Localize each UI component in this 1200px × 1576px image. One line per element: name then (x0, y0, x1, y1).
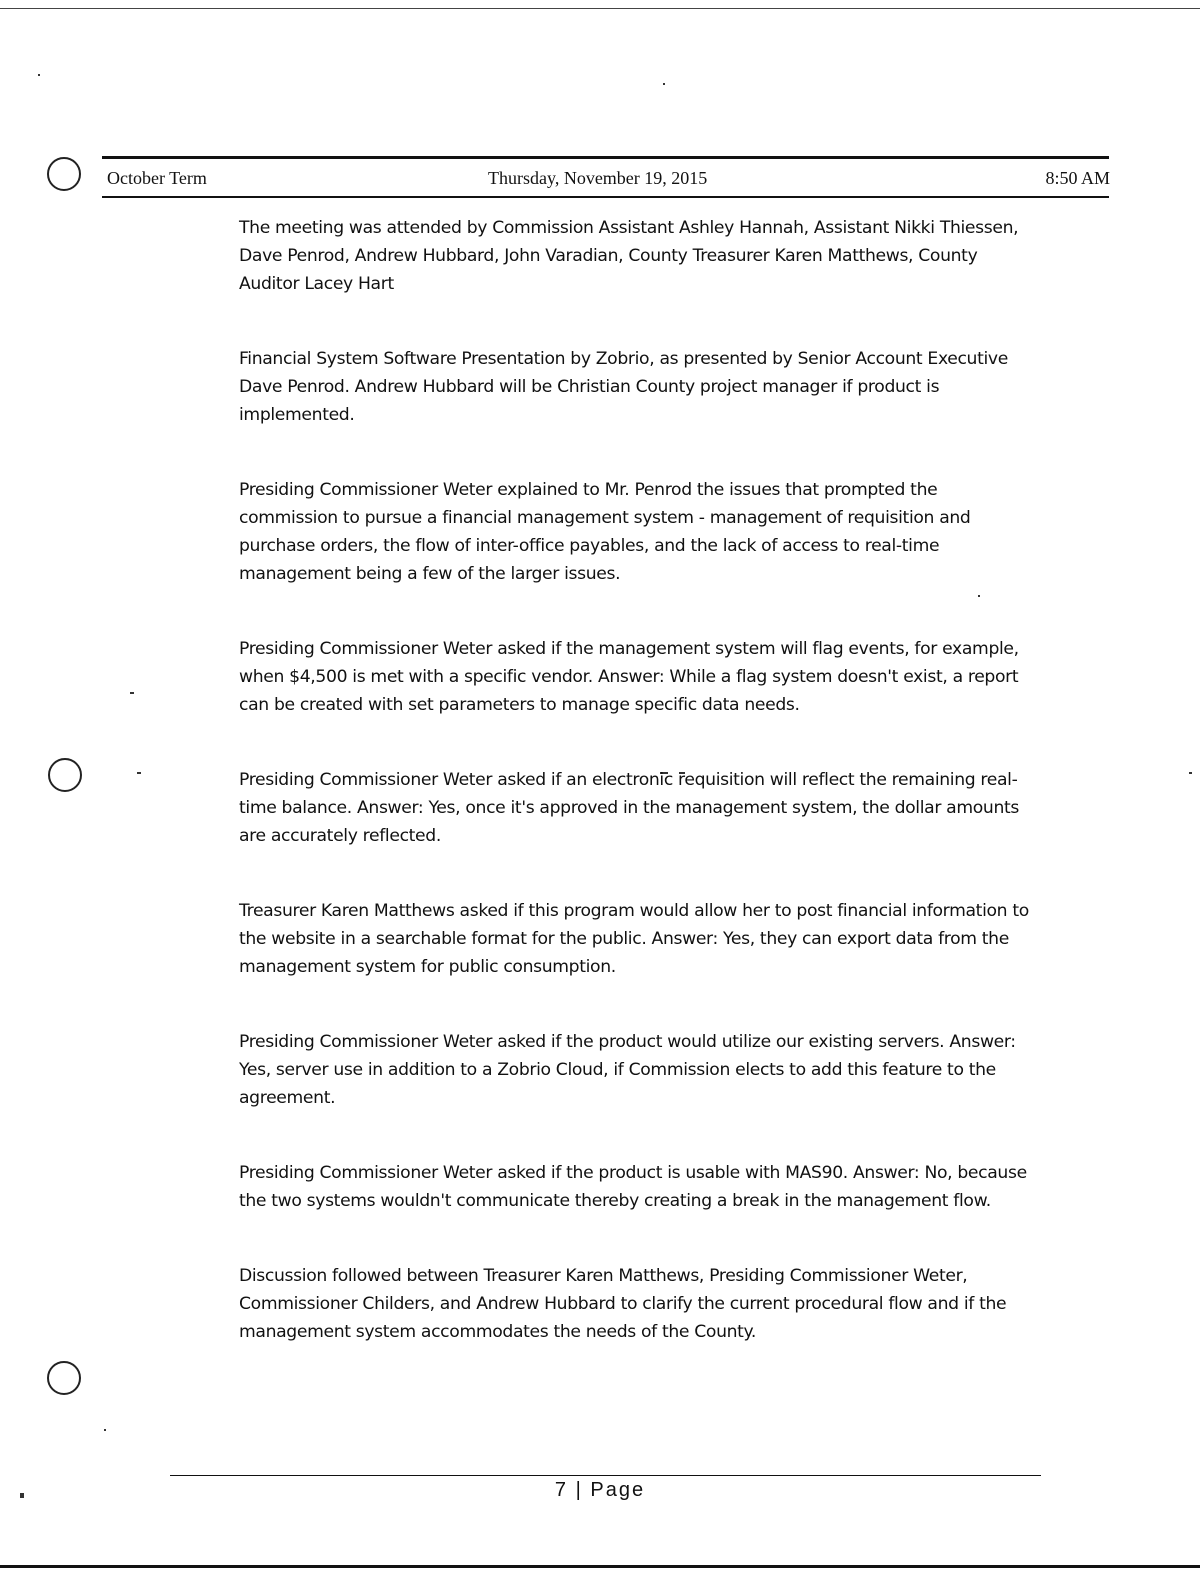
scan-top-edge (0, 8, 1200, 9)
punch-hole-top (47, 157, 81, 191)
paragraph-discussion: Discussion followed between Treasurer Karen Matthews, Presiding Commissioner Weter, Commissioner Childers, and Andrew Hubbard to clarify the current procedural flow and if the management system accommodates the needs of the County. (239, 1266, 1007, 1342)
header-time: 8:50 AM (1045, 168, 1110, 188)
scan-speck (38, 74, 40, 76)
paragraph-servers: Presiding Commissioner Weter asked if the product would utilize our existing servers. Answer: Yes, server use in addition to a Zobrio Cloud, if Commission elects to add this feature to the agreement. (239, 1032, 1016, 1108)
scan-speck (130, 692, 134, 694)
minutes-body (239, 214, 1039, 1346)
paragraph-flag-events: Presiding Commissioner Weter asked if the management system will flag events, for example, when $4,500 is met with a specific vendor. Answer: While a flag system doesn't exist, a report can be created with set parameters to manage specific data needs. (239, 639, 1019, 715)
scan-bottom-edge (0, 1565, 1200, 1568)
paragraph-issues: Presiding Commissioner Weter explained to Mr. Penrod the issues that prompted the commission to pursue a financial management system - management of requisition and purchase orders, the flow of inter-office payables, and the lack of access to real-time management being a few of the larger issues. (239, 480, 971, 584)
header-term: October Term (107, 168, 207, 188)
paragraph-attendance: The meeting was attended by Commission Assistant Ashley Hannah, Assistant Nikki Thiessen, Dave Penrod, Andrew Hubbard, John Varadian, County Treasurer Karen Matthews, County Auditor Lacey Hart (239, 218, 1019, 294)
header-date: Thursday, November 19, 2015 (488, 168, 708, 188)
paragraph-public-website: Treasurer Karen Matthews asked if this program would allow her to post financial information to the website in a searchable format for the public. Answer: Yes, they can export data from the management system for public consumption. (239, 901, 1029, 977)
scan-speck (663, 83, 665, 85)
paragraph-mas90: Presiding Commissioner Weter asked if the product is usable with MAS90. Answer: No, because the two systems wouldn't communicate thereby creating a break in the management flow. (239, 1163, 1027, 1211)
scan-speck (104, 1429, 106, 1431)
footer-rule (170, 1475, 1041, 1476)
paragraph-requisition-balance: Presiding Commissioner Weter asked if an electronic requisition will reflect the remaining real-time balance. Answer: Yes, once it's approved in the management system, the dollar amounts are accurately reflected. (239, 770, 1019, 846)
punch-hole-bottom (47, 1361, 81, 1395)
paragraph-presentation: Financial System Software Presentation by Zobrio, as presented by Senior Account Executive Dave Penrod. Andrew Hubbard will be Christian County project manager if product is implemented. (239, 349, 1008, 425)
punch-hole-middle (48, 758, 82, 792)
page-number: 7 | Page (554, 1479, 646, 1501)
header-rule-top (102, 156, 1109, 159)
scan-speck (1189, 772, 1192, 774)
scan-speck (137, 772, 141, 774)
header-rule-bottom (102, 196, 1109, 198)
